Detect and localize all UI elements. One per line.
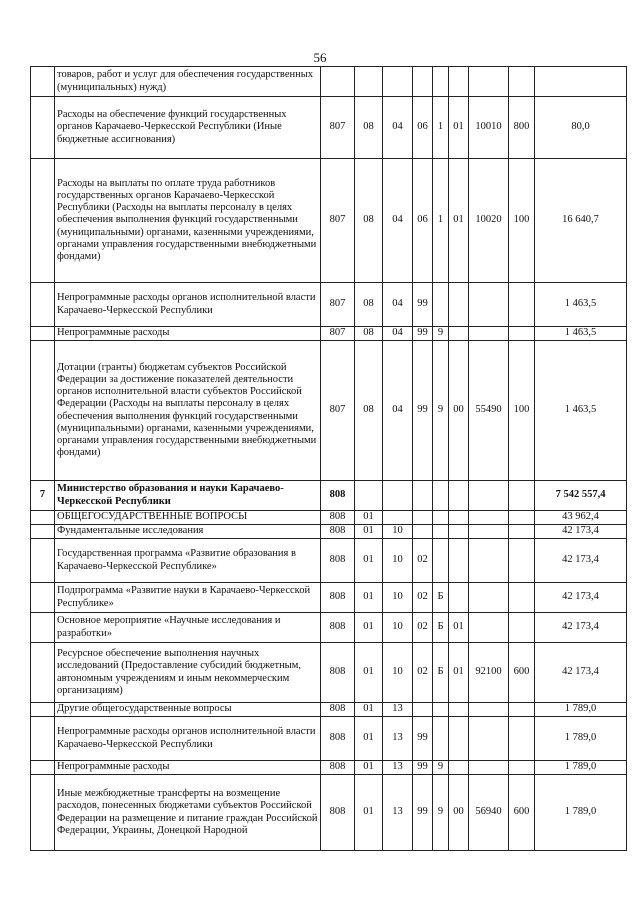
table-row [31, 539, 627, 583]
row-number [31, 283, 55, 327]
row-description: Другие общегосударственные вопросы [55, 703, 321, 717]
table-row [31, 341, 627, 481]
table-row [31, 613, 627, 643]
code-section [355, 67, 383, 97]
code-expense-type [509, 583, 535, 613]
table-row [31, 525, 627, 539]
row-amount: 7 542 557,4 [535, 481, 627, 511]
code-subprogram [433, 67, 449, 97]
table-row [31, 327, 627, 341]
row-amount: 42 173,4 [535, 643, 627, 703]
code-subsection: 13 [383, 761, 413, 775]
table-row [31, 643, 627, 703]
code-program: 99 [413, 327, 433, 341]
code-program [413, 525, 433, 539]
row-description: Дотации (гранты) бюджетам субъектов Российской Федерации за достижение показателей деятельности органов исполнительной власти субъектов Российской Федерации (Расходы на выплаты персоналу в целях обеспечения выполнения функций государственными (муниципальными) органами, казенными учреждениями, органами управления государственными внебюджетными фондами) [55, 341, 321, 481]
code-direction [469, 283, 509, 327]
row-amount: 1 463,5 [535, 327, 627, 341]
code-subprogram [433, 481, 449, 511]
code-admin [321, 67, 355, 97]
code-subprogram [433, 717, 449, 761]
code-section: 01 [355, 613, 383, 643]
row-description: Непрограммные расходы [55, 761, 321, 775]
code-subprogram [433, 703, 449, 717]
code-admin: 808 [321, 481, 355, 511]
table-row [31, 511, 627, 525]
code-program: 02 [413, 613, 433, 643]
code-measure [449, 327, 469, 341]
code-admin: 808 [321, 613, 355, 643]
row-number [31, 511, 55, 525]
code-program [413, 481, 433, 511]
row-description: Государственная программа «Развитие образования в Карачаево-Черкесской Республике» [55, 539, 321, 583]
code-section: 01 [355, 703, 383, 717]
code-measure [449, 481, 469, 511]
code-program: 99 [413, 283, 433, 327]
code-expense-type: 800 [509, 97, 535, 159]
code-measure: 01 [449, 97, 469, 159]
row-amount: 1 463,5 [535, 341, 627, 481]
code-expense-type [509, 761, 535, 775]
code-subprogram: 1 [433, 159, 449, 283]
code-measure [449, 761, 469, 775]
code-measure [449, 511, 469, 525]
code-admin: 807 [321, 97, 355, 159]
code-section: 01 [355, 511, 383, 525]
code-direction: 55490 [469, 341, 509, 481]
code-section: 08 [355, 97, 383, 159]
code-direction: 56940 [469, 775, 509, 851]
row-amount: 80,0 [535, 97, 627, 159]
table-row [31, 775, 627, 851]
code-subsection [383, 481, 413, 511]
code-admin: 808 [321, 511, 355, 525]
code-expense-type [509, 283, 535, 327]
table-row [31, 703, 627, 717]
code-subprogram: 1 [433, 97, 449, 159]
code-subprogram [433, 539, 449, 583]
row-description: Расходы на выплаты по оплате труда работников государственных органов Карачаево-Черкесской Республики (Расходы на выплаты персоналу в целях обеспечения выполнения функций государственными (муниципальными) органами, казенными учреждениями, органами управления государственными внебюджетными фондами) [55, 159, 321, 283]
code-expense-type [509, 703, 535, 717]
code-admin: 808 [321, 643, 355, 703]
row-amount: 1 789,0 [535, 775, 627, 851]
code-direction [469, 525, 509, 539]
page-number: 56 [313, 50, 327, 65]
row-description: Министерство образования и науки Карачаево-Черкесской Республики [55, 481, 321, 511]
row-number [31, 159, 55, 283]
code-admin: 807 [321, 283, 355, 327]
row-number [31, 643, 55, 703]
row-amount: 43 962,4 [535, 511, 627, 525]
code-subsection: 04 [383, 341, 413, 481]
code-subprogram: Б [433, 613, 449, 643]
code-admin: 808 [321, 703, 355, 717]
code-subsection: 13 [383, 703, 413, 717]
code-subsection: 13 [383, 775, 413, 851]
code-direction [469, 481, 509, 511]
code-expense-type [509, 481, 535, 511]
code-admin: 808 [321, 525, 355, 539]
code-subprogram [433, 525, 449, 539]
row-number [31, 539, 55, 583]
code-expense-type [509, 327, 535, 341]
code-program: 06 [413, 159, 433, 283]
code-measure: 01 [449, 613, 469, 643]
row-amount: 42 173,4 [535, 613, 627, 643]
code-section: 08 [355, 327, 383, 341]
code-subsection: 10 [383, 583, 413, 613]
row-number: 7 [31, 481, 55, 511]
code-direction: 10010 [469, 97, 509, 159]
table-row [31, 67, 627, 97]
row-number [31, 583, 55, 613]
code-section: 01 [355, 717, 383, 761]
code-section: 01 [355, 761, 383, 775]
code-subsection: 13 [383, 717, 413, 761]
code-subprogram: 9 [433, 327, 449, 341]
code-direction [469, 67, 509, 97]
code-direction [469, 717, 509, 761]
code-section [355, 481, 383, 511]
code-expense-type: 100 [509, 341, 535, 481]
code-subsection: 10 [383, 613, 413, 643]
row-number [31, 327, 55, 341]
row-amount: 1 789,0 [535, 703, 627, 717]
code-direction [469, 761, 509, 775]
row-number [31, 775, 55, 851]
row-amount: 1 789,0 [535, 717, 627, 761]
code-admin: 807 [321, 341, 355, 481]
row-number [31, 703, 55, 717]
row-description: Ресурсное обеспечение выполнения научных исследований (Предоставление субсидий бюджетным, автономным учреждениям и иным некоммерческим организациям) [55, 643, 321, 703]
table-row [31, 583, 627, 613]
code-direction [469, 327, 509, 341]
code-section: 08 [355, 159, 383, 283]
row-description: Непрограммные расходы [55, 327, 321, 341]
row-number [31, 341, 55, 481]
code-section: 01 [355, 643, 383, 703]
row-number [31, 613, 55, 643]
row-number [31, 67, 55, 97]
code-subprogram: Б [433, 643, 449, 703]
code-measure [449, 67, 469, 97]
code-section: 01 [355, 583, 383, 613]
code-subprogram: 9 [433, 341, 449, 481]
row-description: товаров, работ и услуг для обеспечения государственных (муниципальных) нужд) [55, 67, 321, 97]
code-subsection: 04 [383, 283, 413, 327]
row-description: Фундаментальные исследования [55, 525, 321, 539]
code-subsection: 04 [383, 97, 413, 159]
code-program: 99 [413, 341, 433, 481]
code-direction [469, 511, 509, 525]
code-subsection [383, 511, 413, 525]
table-row [31, 761, 627, 775]
table-row [31, 159, 627, 283]
code-expense-type [509, 539, 535, 583]
budget-table [30, 66, 627, 851]
code-section: 08 [355, 283, 383, 327]
code-section: 08 [355, 341, 383, 481]
code-admin: 808 [321, 539, 355, 583]
code-measure: 01 [449, 643, 469, 703]
code-program [413, 703, 433, 717]
code-section: 01 [355, 775, 383, 851]
row-amount [535, 67, 627, 97]
table-row [31, 283, 627, 327]
code-expense-type: 100 [509, 159, 535, 283]
code-program [413, 511, 433, 525]
code-direction [469, 539, 509, 583]
code-admin: 808 [321, 717, 355, 761]
code-expense-type: 600 [509, 775, 535, 851]
code-subsection: 04 [383, 159, 413, 283]
code-admin: 808 [321, 583, 355, 613]
code-program: 99 [413, 761, 433, 775]
code-program [413, 67, 433, 97]
code-expense-type [509, 511, 535, 525]
row-description: Непрограммные расходы органов исполнительной власти Карачаево-Черкесской Республики [55, 717, 321, 761]
row-amount: 16 640,7 [535, 159, 627, 283]
row-amount: 42 173,4 [535, 583, 627, 613]
code-subsection: 10 [383, 539, 413, 583]
code-subsection: 04 [383, 327, 413, 341]
code-direction [469, 703, 509, 717]
code-direction [469, 613, 509, 643]
row-number [31, 525, 55, 539]
code-expense-type [509, 613, 535, 643]
code-measure [449, 583, 469, 613]
code-program: 02 [413, 583, 433, 613]
table-row [31, 481, 627, 511]
code-expense-type [509, 67, 535, 97]
code-direction: 10020 [469, 159, 509, 283]
code-measure [449, 283, 469, 327]
code-admin: 807 [321, 327, 355, 341]
table-row [31, 717, 627, 761]
code-expense-type [509, 525, 535, 539]
code-subsection: 10 [383, 643, 413, 703]
table-row [31, 97, 627, 159]
code-measure: 00 [449, 775, 469, 851]
code-direction [469, 583, 509, 613]
code-subprogram: Б [433, 583, 449, 613]
code-program: 02 [413, 643, 433, 703]
code-expense-type: 600 [509, 643, 535, 703]
code-subprogram: 9 [433, 775, 449, 851]
code-measure: 00 [449, 341, 469, 481]
code-subprogram [433, 283, 449, 327]
row-amount: 42 173,4 [535, 539, 627, 583]
row-amount: 1 463,5 [535, 283, 627, 327]
code-program: 02 [413, 539, 433, 583]
code-admin: 808 [321, 775, 355, 851]
code-subsection: 10 [383, 525, 413, 539]
code-section: 01 [355, 525, 383, 539]
code-measure: 01 [449, 159, 469, 283]
row-number [31, 717, 55, 761]
row-description: Иные межбюджетные трансферты на возмещение расходов, понесенных бюджетами субъектов Российской Федерации на размещение и питание граждан Российской Федерации, Украины, Донецкой Народной [55, 775, 321, 851]
code-admin: 808 [321, 761, 355, 775]
code-measure [449, 717, 469, 761]
row-description: Подпрограмма «Развитие науки в Карачаево-Черкесской Республике» [55, 583, 321, 613]
code-section: 01 [355, 539, 383, 583]
code-program: 99 [413, 775, 433, 851]
code-admin: 807 [321, 159, 355, 283]
code-subprogram [433, 511, 449, 525]
row-description: Основное мероприятие «Научные исследования и разработки» [55, 613, 321, 643]
code-program: 99 [413, 717, 433, 761]
row-description: ОБЩЕГОСУДАРСТВЕННЫЕ ВОПРОСЫ [55, 511, 321, 525]
code-direction: 92100 [469, 643, 509, 703]
code-measure [449, 525, 469, 539]
row-number [31, 761, 55, 775]
row-description: Расходы на обеспечение функций государственных органов Карачаево-Черкесской Республики (Иные бюджетные ассигнования) [55, 97, 321, 159]
row-amount: 1 789,0 [535, 761, 627, 775]
code-subsection [383, 67, 413, 97]
code-expense-type [509, 717, 535, 761]
code-program: 06 [413, 97, 433, 159]
code-subprogram: 9 [433, 761, 449, 775]
row-amount: 42 173,4 [535, 525, 627, 539]
code-measure [449, 703, 469, 717]
row-description: Непрограммные расходы органов исполнительной власти Карачаево-Черкесской Республики [55, 283, 321, 327]
row-number [31, 97, 55, 159]
code-measure [449, 539, 469, 583]
